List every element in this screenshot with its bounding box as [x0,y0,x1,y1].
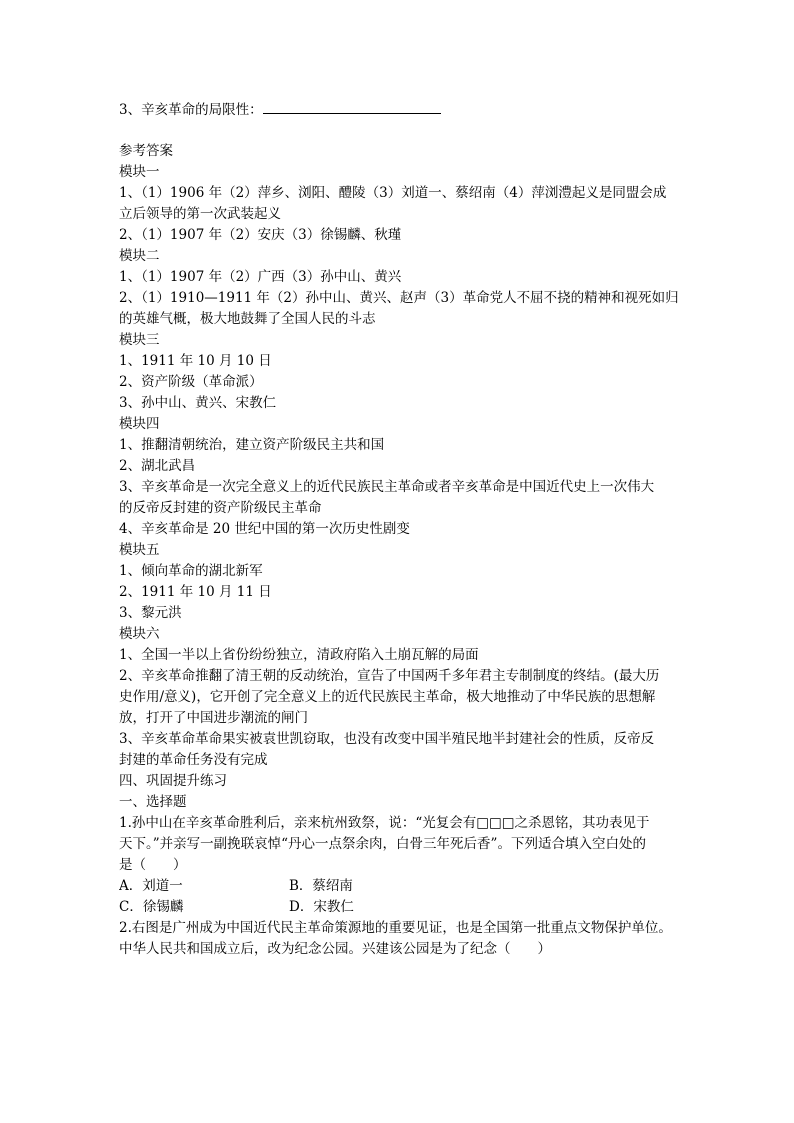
option-d[interactable]: D．宋教仁 [289,899,354,915]
question-1-options-row-2 [119,897,681,918]
module-6-line: 放，打开了中国进步潮流的闸门 [119,710,308,726]
question-2-line: 2.右图是广州成为中国近代民主革命策源地的重要见证，也是全国第一批重点文物保护单位。 [119,920,672,936]
option-b[interactable]: B．蔡绍南 [289,878,353,894]
module-4-line: 1、推翻清朝统治，建立资产阶级民主共和国 [119,437,385,453]
answers-title: 参考答案 [119,143,173,159]
module-1-line: 1、（1）1906 年（2）萍乡、浏阳、醴陵（3）刘道一、蔡绍南（4）萍浏澧起义是同盟会成 [119,185,667,201]
module-4-line: 3、辛亥革命是一次完全意义上的近代民族民主革命或者辛亥革命是中国近代史上一次伟大 [119,479,655,495]
module-4-line: 的反帝反封建的资产阶级民主革命 [119,500,322,516]
option-a[interactable]: A．刘道一 [119,878,183,894]
module-6-line: 1、全国一半以上省份纷纷独立，清政府陷入土崩瓦解的局面 [119,647,479,663]
module-3-line: 2、资产阶级（革命派） [119,374,263,390]
module-2-line: 2、（1）1910—1911 年（2）孙中山、黄兴、赵声（3）革命党人不屈不挠的精神和视死如归 [119,290,679,306]
document-content [119,99,681,960]
section-4-title: 四、巩固提升练习 [119,773,227,789]
question-limitation [119,99,681,120]
module-1-title: 模块一 [119,164,160,180]
section-choice-title: 一、选择题 [119,794,187,810]
module-2-line: 1、（1）1907 年（2）广西（3）孙中山、黄兴 [119,269,402,285]
module-6-line: 2、辛亥革命推翻了清王朝的反动统治，宣告了中国两千多年君主专制制度的终结。(最大历 [119,668,660,684]
module-4-line: 4、辛亥革命是 20 世纪中国的第一次历史性剧变 [119,521,410,537]
module-2-line: 的英雄气概，极大地鼓舞了全国人民的斗志 [119,311,376,327]
question-1-options-row-1 [119,876,681,897]
question-1-line: 1.孙中山在辛亥革命胜利后，亲来杭州致祭，说：“光复会有□□□之杀恩铭，其功表见于 [119,815,650,831]
module-1-line: 立后领导的第一次武装起义 [119,206,281,222]
module-4-title: 模块四 [119,416,160,432]
module-3-title: 模块三 [119,332,160,348]
module-5-line: 1、倾向革命的湖北新军 [119,563,263,579]
module-4-line: 2、湖北武昌 [119,458,196,474]
answer-blank[interactable] [263,99,441,114]
module-5-line: 2、1911 年 10 月 11 日 [119,584,272,600]
question-2-line: 中华人民共和国成立后，改为纪念公园。兴建该公园是为了纪念（ ） [119,941,551,957]
spacer [119,120,681,141]
module-3-line: 3、孙中山、黄兴、宋教仁 [119,395,277,411]
question-limitation-text: 3、辛亥革命的局限性： [119,102,263,118]
module-6-line: 3、辛亥革命革命果实被袁世凯窃取，也没有改变中国半殖民地半封建社会的性质，反帝反 [119,731,655,747]
module-1-line: 2、（1）1907 年（2）安庆（3）徐锡麟、秋瑾 [119,227,402,243]
module-5-line: 3、黎元洪 [119,605,182,621]
module-2-title: 模块二 [119,248,160,264]
module-6-title: 模块六 [119,626,160,642]
module-3-line: 1、1911 年 10 月 10 日 [119,353,272,369]
question-1-line: 是（ ） [119,857,187,873]
module-5-title: 模块五 [119,542,160,558]
module-6-line: 封建的革命任务没有完成 [119,752,268,768]
option-c[interactable]: C．徐锡麟 [119,899,184,915]
module-6-line: 史作用/意义)，它开创了完全意义上的近代民族民主革命，极大地推动了中华民族的思想解 [119,689,656,705]
question-1-line: 天下。”并亲写一副挽联哀悼“丹心一点祭余肉，白骨三年死后香”。下列适合填入空白处的 [119,836,646,852]
